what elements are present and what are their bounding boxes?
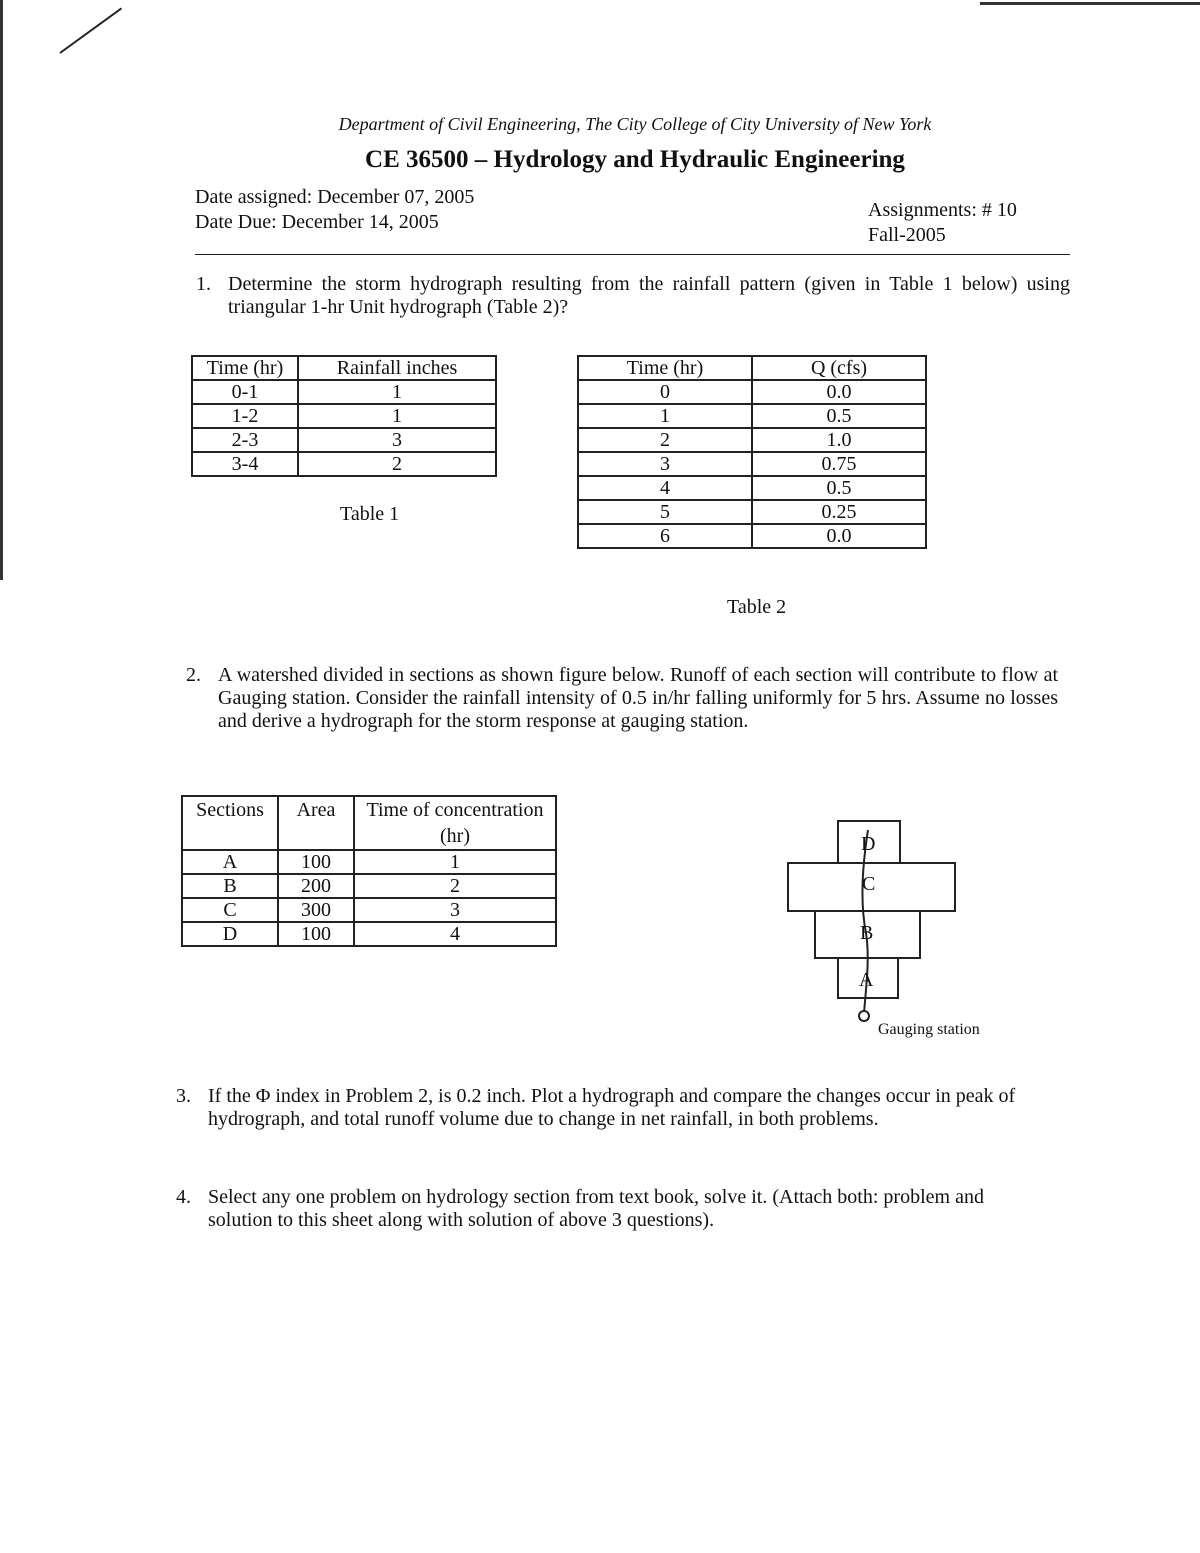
q4-number: 4. (176, 1186, 191, 1208)
term: Fall-2005 (868, 224, 946, 246)
table-row (578, 524, 926, 548)
table-cell: 200 (278, 874, 354, 898)
q3-text: If the Φ index in Problem 2, is 0.2 inch. Plot a hydrograph and compare the changes occur in peak of hydrograph, and total runoff volume due to change in net rainfall, in both problems. (208, 1085, 1016, 1130)
q2-number: 2. (186, 664, 201, 686)
date-assigned: Date assigned: December 07, 2005 (195, 186, 475, 208)
table-cell: 1.0 (752, 428, 926, 452)
table-cell: 0.25 (752, 500, 926, 524)
table-cell: 1-2 (192, 404, 298, 428)
left-edge-mark (0, 0, 9, 580)
department-line: Department of Civil Engineering, The City College of City University of New York (338, 114, 932, 134)
table-cell: 2 (578, 428, 752, 452)
table-cell: 1 (298, 380, 496, 404)
table1-caption: Table 1 (340, 503, 400, 525)
table-header: Area (278, 796, 354, 850)
table-cell: 2 (298, 452, 496, 476)
table-row (182, 850, 556, 874)
table-cell: 100 (278, 850, 354, 874)
table-cell: C (182, 898, 278, 922)
section-label-b: B (860, 922, 874, 944)
q1-number: 1. (196, 273, 211, 295)
table-row (192, 356, 496, 380)
table-cell: 3 (578, 452, 752, 476)
watershed-figure (770, 808, 1030, 1048)
assignment-number: Assignments: # 10 (868, 199, 1017, 221)
table-header: Sections (182, 796, 278, 850)
table-header: Rainfall inches (298, 356, 496, 380)
table-cell: 0.5 (752, 404, 926, 428)
gauging-station-label: Gauging station (878, 1021, 980, 1038)
pen-stroke (59, 8, 122, 54)
rainfall-table (191, 355, 497, 477)
table-header: Time of concentration (hr) (354, 796, 556, 850)
q1-text: Determine the storm hydrograph resulting from the rainfall pattern (given in Table 1 below) using triangular 1-hr Unit hydrograph (Table 2)? (228, 273, 1070, 318)
section-label-d: D (861, 833, 876, 855)
table-header: Time (hr) (192, 356, 298, 380)
table-cell: 100 (278, 922, 354, 946)
table-row (578, 380, 926, 404)
table-cell: 4 (578, 476, 752, 500)
table-cell: B (182, 874, 278, 898)
top-edge-mark (980, 2, 1200, 5)
table-cell: 3-4 (192, 452, 298, 476)
table-row (578, 476, 926, 500)
table-cell: 2-3 (192, 428, 298, 452)
table-row (192, 452, 496, 476)
table-row (578, 452, 926, 476)
table-cell: 0.75 (752, 452, 926, 476)
table-cell: 4 (354, 922, 556, 946)
table-cell: 0.0 (752, 524, 926, 548)
table-cell: 0.0 (752, 380, 926, 404)
table-row (182, 898, 556, 922)
section-label-c: C (862, 873, 876, 895)
table-row (182, 922, 556, 946)
table-row (578, 356, 926, 380)
table-cell: D (182, 922, 278, 946)
table-row (578, 404, 926, 428)
section-label-a: A (859, 969, 874, 991)
date-due: Date Due: December 14, 2005 (195, 211, 439, 233)
table-cell: 1 (354, 850, 556, 874)
table2-caption: Table 2 (727, 596, 787, 618)
table-cell: 1 (578, 404, 752, 428)
gauging-station-marker (859, 1011, 869, 1021)
q4-text: Select any one problem on hydrology section from text book, solve it. (Attach both: problem and solution to this sheet along with solution of above 3 questions). (208, 1186, 984, 1231)
table-cell: 3 (298, 428, 496, 452)
unit-hydrograph-table (577, 355, 927, 549)
table-cell: 2 (354, 874, 556, 898)
table-cell: 3 (354, 898, 556, 922)
table-cell: 0.5 (752, 476, 926, 500)
table-row (578, 500, 926, 524)
table-row (578, 428, 926, 452)
table-cell: 0 (578, 380, 752, 404)
table-cell: 5 (578, 500, 752, 524)
sections-table (181, 795, 557, 947)
course-title: CE 36500 – Hydrology and Hydraulic Engineering (365, 146, 905, 173)
table-cell: A (182, 850, 278, 874)
header-divider (195, 254, 1070, 255)
table-row (182, 796, 556, 850)
table-cell: 6 (578, 524, 752, 548)
table-cell: 300 (278, 898, 354, 922)
table-cell: 0-1 (192, 380, 298, 404)
q2-text: A watershed divided in sections as shown figure below. Runoff of each section will contribute to flow at Gauging station. Consider the rainfall intensity of 0.5 in/hr falling uniformly for 5 hrs. Assume no losses and derive a hydrograph for the storm response at gauging station. (218, 664, 1058, 732)
table-header: Time (hr) (578, 356, 752, 380)
table-header: Q (cfs) (752, 356, 926, 380)
q3-number: 3. (176, 1085, 191, 1107)
table-row (192, 428, 496, 452)
table-row (192, 404, 496, 428)
table-row (182, 874, 556, 898)
table-cell: 1 (298, 404, 496, 428)
table-row (192, 380, 496, 404)
